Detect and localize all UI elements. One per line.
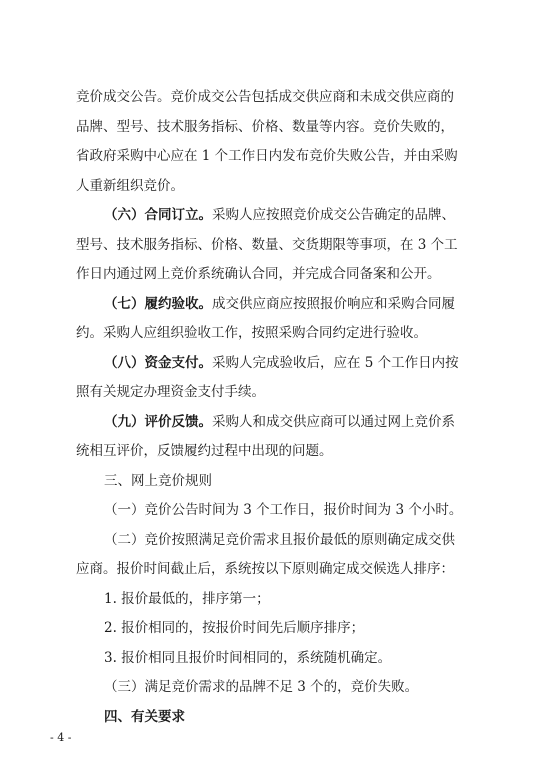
rule-line: （一）竞价公告时间为 3 个工作日，报价时间为 3 个小时。 [104, 502, 463, 518]
paragraph-line: 品牌、型号、技术服务指标、价格、数量等内容。竞价失败的， [76, 118, 454, 135]
paragraph-line: 型号、技术服务指标、价格、数量、交货期限等事项，在 3 个工 [76, 236, 458, 253]
paragraph-line: 省政府采购中心应在 1 个工作日内发布竞价失败公告，并由采购 [76, 148, 458, 164]
rule-line: （二）竞价按照满足竞价需求且报价最低的原则确定成交供 [104, 531, 455, 548]
clause-title: （八）资金支付。 [104, 354, 212, 371]
paragraph-line: 统相互评价，反馈履约过程中出现的问题。 [76, 443, 333, 459]
paragraph-line [76, 349, 476, 379]
paragraph-line [76, 201, 476, 231]
list-item: 2. 报价相同的，按报价时间先后顺序排序； [104, 620, 365, 636]
clause-text: 采购人应按照竞价成交公告确定的品牌、 [212, 207, 455, 223]
clause-text: 成交供应商应按照报价响应和采购合同履 [212, 295, 455, 312]
paragraph-line: 约。采购人应组织验收工作，按照采购合同约定进行验收。 [76, 325, 427, 341]
paragraph-line [76, 290, 476, 320]
paragraph-line: 照有关规定办理资金支付手续。 [76, 384, 265, 400]
clause-title: （七）履约验收。 [104, 295, 212, 312]
section-heading: 三、网上竞价规则 [104, 472, 212, 489]
paragraph-line: 人重新组织竞价。 [76, 177, 184, 194]
document-body [76, 83, 476, 732]
clause-title: （九）评价反馈。 [104, 413, 212, 430]
page-number: - 4 - [50, 731, 72, 744]
paragraph-line [76, 408, 476, 438]
clause-title: （六）合同订立。 [104, 207, 212, 223]
rule-line: （三）满足竞价需求的品牌不足 3 个的，竞价失败。 [104, 679, 419, 695]
list-item: 3. 报价相同且报价时间相同的，系统随机确定。 [104, 649, 392, 666]
clause-text: 采购人和成交供应商可以通过网上竞价系 [212, 413, 455, 430]
paragraph-line: 作日内通过网上竞价系统确认合同，并完成合同备案和公开。 [76, 266, 441, 282]
list-item: 1. 报价最低的，排序第一； [104, 590, 270, 607]
clause-text: 采购人完成验收后，应在 5 个工作日内按 [212, 354, 459, 371]
paragraph-line: 竞价成交公告。竞价成交公告包括成交供应商和未成交供应商的 [76, 89, 454, 105]
rule-line: 应商。报价时间截止后，系统按以下原则确定成交候选人排序： [76, 561, 454, 577]
section-heading: 四、有关要求 [104, 708, 185, 725]
